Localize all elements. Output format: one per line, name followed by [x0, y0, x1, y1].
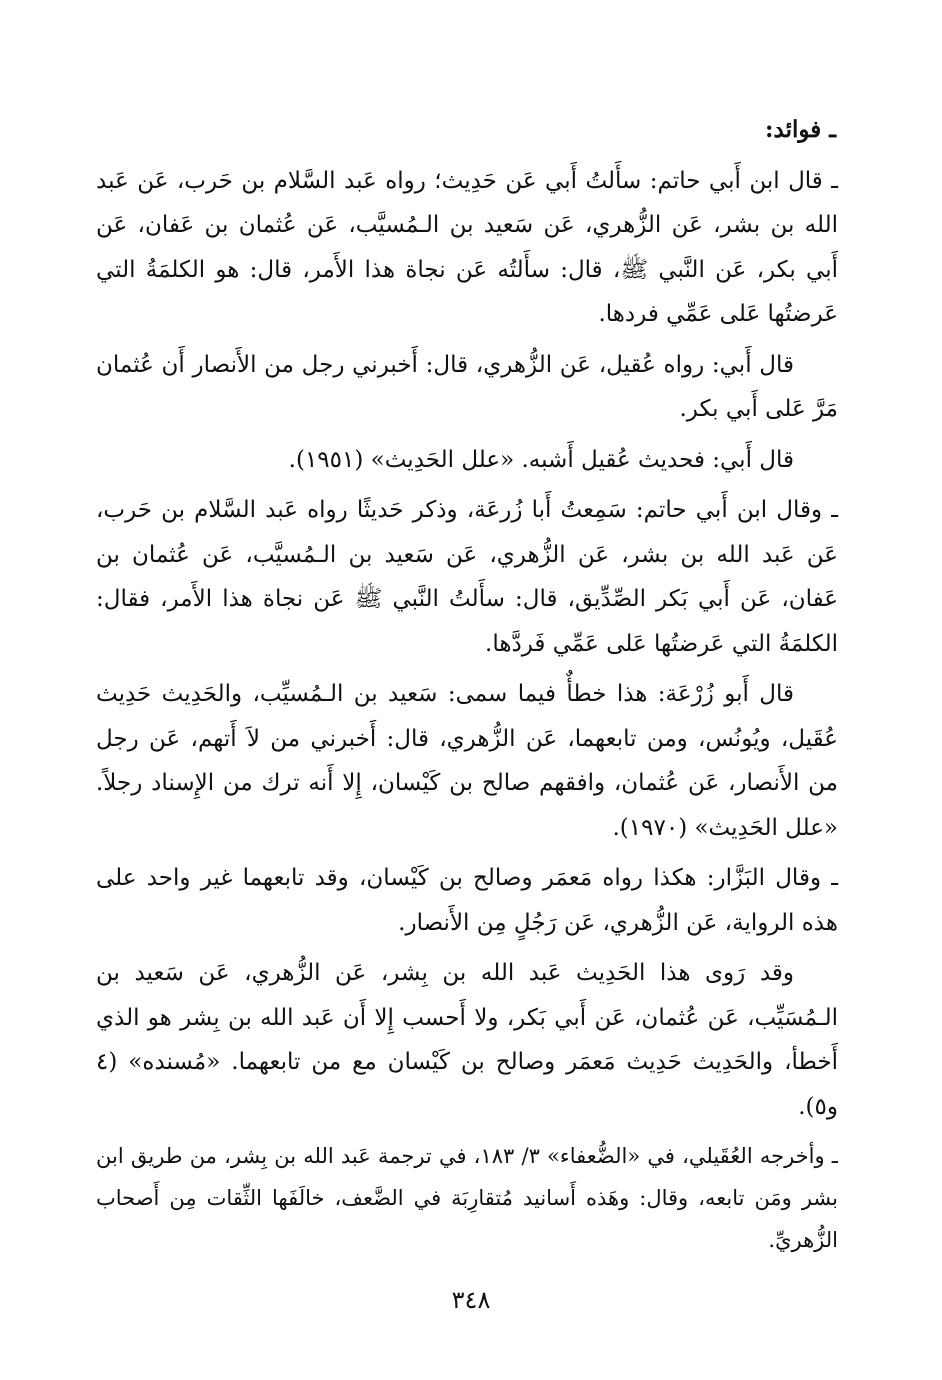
paragraphs-container	[96, 159, 838, 1262]
paragraph: ـ قال ابن أَبي حاتم: سأَلتُ أَبي عَن حَدِيث؛ رواه عَبد السَّلام بن حَرب، عَن عَبد الله بن بشر، عَن الزُّهري، عَن سَعيد بن الـمُسيَّب، عَن عُثمان بن عَفان، عَن أَبي بكر، عَن النَّبي ﷺ، قال: سأَلتُه عَن نجاة هذا الأَمر، قال: هو الكلمَةُ التي عَرضتُها عَلى عَمِّي فردها.	[96, 167, 838, 327]
paragraph: قال أَبو زُرْعَة: هذا خطأٌ فيما سمى: سَعيد بن الـمُسيِّب، والحَدِيث حَدِيث عُقَيل، ويُونُس، ومن تابعهما، عَن الزُّهري، قال: أَخبرني من لاَ أَتهم، عَن رجل من الأَنصار، عَن عُثمان، وافقهم صالح بن كَيْسان، إِلا أَنه ترك من الإِسناد رجلاً. «علل الحَدِيث» (١٩٧٠).	[96, 681, 838, 841]
paragraph: ـ وأخرجه العُقَيلي، في «الضُّعفاء» ٣/ ١٨٣، في ترجمة عَبد الله بن بِشر، من طريق ابن بشر ومَن تابعه، وقال: وهَذه أَسانيد مُتقارِبَة في الضَّعف، خالَفَها الثِّقات مِن أَصحاب الزُّهريِّ.	[96, 1144, 838, 1252]
page-number: ٣٤٨	[451, 1286, 491, 1314]
paragraph: قال أَبي: رواه عُقيل، عَن الزُّهري، قال: أَخبرني رجل من الأَنصار أَن عُثمان مَرَّ عَلى أَبي بكر.	[96, 351, 838, 422]
paragraph: قال أَبي: فحديث عُقيل أَشبه. «علل الحَدِيث» (١٩٥١).	[288, 446, 794, 473]
section-heading: ـ فوائد:	[765, 116, 836, 143]
document-page	[96, 108, 838, 1380]
paragraph: ـ وقال ابن أَبي حاتم: سَمِعتُ أَبا زُرعَة، وذكر حَديثًا رواه عَبد السَّلام بن حَرب، عَن عَبد الله بن بشر، عَن الزُّهري، عَن سَعيد بن الـمُسيَّب، عَن عُثمان بن عَفان، عَن أَبي بَكر الصِّدِّيق، قال: سأَلتُ النَّبي ﷺ عَن نجاة هذا الأَمر، فقال: الكلمَةُ التي عَرضتُها عَلى عَمِّي فَردَّها.	[96, 497, 838, 657]
paragraph: ـ وقال البَزَّار: هكذا رواه مَعمَر وصالح بن كَيْسان، وقد تابعهما غير واحد على هذه الرواية، عَن الزُّهري، عَن رَجُلٍ مِن الأَنصار.	[96, 865, 838, 936]
paragraph: وقد رَوى هذا الحَدِيث عَبد الله بن بِشر، عَن الزُّهري، عَن سَعيد بن الـمُسَيِّب، عَن عُثمان، عَن أَبي بَكر، ولا أَحسب إِلا أَن عَبد الله بن بِشر هو الذي أَخطأ، والحَدِيث حَدِيث مَعمَر وصالح بن كَيْسان مع من تابعهما. «مُسنده» (٤ و٥).	[96, 960, 838, 1120]
